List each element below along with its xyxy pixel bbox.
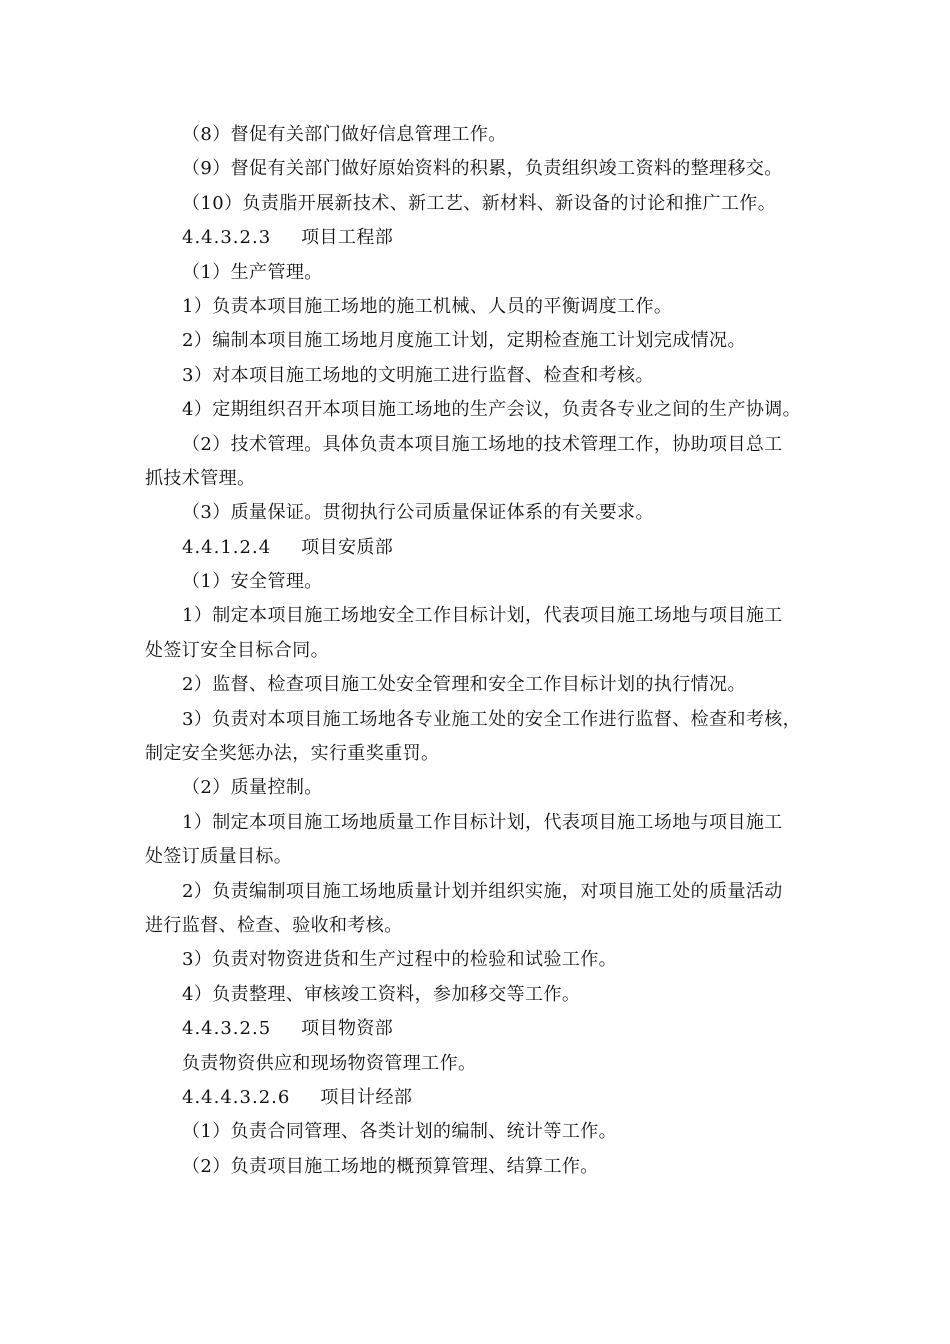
paragraph-line: 4）定期组织召开本项目施工场地的生产会议，负责各专业之间的生产协调。 (182, 399, 802, 421)
paragraph-line: （2）技术管理。具体负责本项目施工场地的技术管理工作，协助项目总工 (182, 433, 783, 455)
paragraph-line: （2）质量控制。 (182, 777, 323, 799)
section-heading (0, 531, 950, 565)
section-title: 项目物资部 (301, 1018, 394, 1040)
paragraph-line: （2）负责项目施工场地的概预算管理、结算工作。 (182, 1155, 599, 1177)
paragraph-line: （3）质量保证。贯彻执行公司质量保证体系的有关要求。 (182, 502, 654, 524)
paragraph-line: 2）编制本项目施工场地月度施工计划，定期检查施工计划完成情况。 (182, 330, 746, 352)
paragraph-line: 处签订安全目标合同。 (145, 639, 329, 661)
paragraph-line: 处签订质量目标。 (145, 846, 293, 868)
section-title: 项目安质部 (301, 536, 394, 558)
paragraph-line: 1）制定本项目施工场地安全工作目标计划，代表项目施工场地与项目施工 (182, 605, 783, 627)
section-heading (0, 1012, 950, 1046)
paragraph-line: 抓技术管理。 (145, 467, 256, 489)
section-heading (0, 1081, 950, 1115)
paragraph-line: （9）督促有关部门做好原始资料的积累，负责组织竣工资料的整理移交。 (182, 158, 783, 180)
section-number: 4.4.4.3.2.6 (182, 1086, 291, 1108)
paragraph-line: （10）负责脂开展新技术、新工艺、新材料、新设备的讨论和推广工作。 (182, 192, 777, 214)
paragraph-line: （1）负责合同管理、各类计划的编制、统计等工作。 (182, 1121, 618, 1143)
section-heading (0, 221, 950, 255)
paragraph-line: 3）负责对物资进货和生产过程中的检验和试验工作。 (182, 949, 618, 971)
paragraph-line: 2）监督、检查项目施工处安全管理和安全工作目标计划的执行情况。 (182, 674, 746, 696)
paragraph-line: 进行监督、检查、验收和考核。 (145, 914, 403, 936)
section-number: 4.4.1.2.4 (182, 536, 272, 558)
paragraph-line: （8）督促有关部门做好信息管理工作。 (182, 124, 507, 145)
paragraph-line: 2）负责编制项目施工场地质量计划并组织实施，对项目施工处的质量活动 (182, 880, 783, 902)
paragraph-line: 1）负责本项目施工场地的施工机械、人员的平衡调度工作。 (182, 295, 673, 317)
paragraph-line: 3）负责对本项目施工场地各专业施工处的安全工作进行监督、检查和考核， (182, 708, 802, 730)
paragraph-line: 1）制定本项目施工场地质量工作目标计划，代表项目施工场地与项目施工 (182, 811, 783, 833)
section-number: 4.4.3.2.5 (182, 1018, 272, 1040)
paragraph-line: （1）安全管理。 (182, 571, 323, 593)
paragraph-line: 3）对本项目施工场地的文明施工进行监督、检查和考核。 (182, 364, 654, 386)
section-title: 项目计经部 (320, 1086, 413, 1108)
paragraph-line: 制定安全奖惩办法，实行重奖重罚。 (145, 743, 440, 765)
document-body (0, 118, 950, 1184)
paragraph-line: 4）负责整理、审核竣工资料，参加移交等工作。 (182, 983, 581, 1005)
section-number: 4.4.3.2.3 (182, 227, 272, 249)
section-title: 项目工程部 (301, 227, 394, 249)
paragraph-line: 负责物资供应和现场物资管理工作。 (182, 1052, 477, 1074)
paragraph-line: （1）生产管理。 (182, 261, 323, 283)
